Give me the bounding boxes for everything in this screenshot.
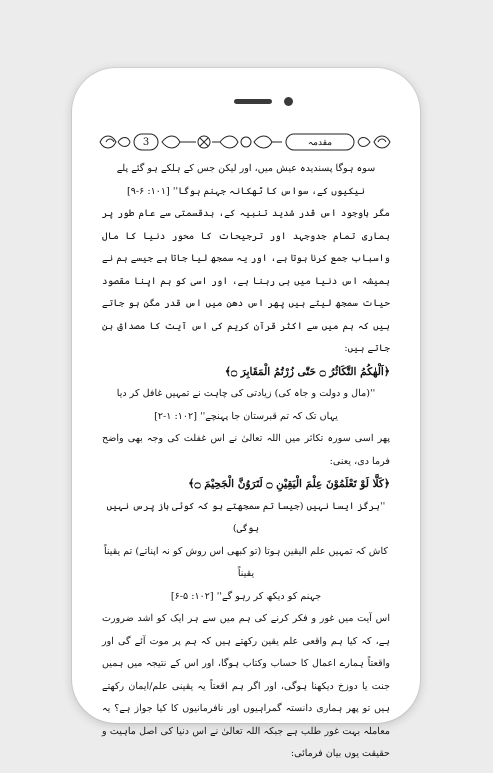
front-camera	[284, 97, 293, 106]
speaker-grille	[234, 99, 272, 104]
translation-line: یہاں تک کہ تم قبرستان جا پہنچے'' [۱۰۲: ۱-۲]	[154, 410, 338, 422]
text-line: نیکیوں کے، سواس کا ٹھکانہ جہنم ہوگا'' [۱۰۱: ۶-۹]	[126, 185, 366, 197]
chapter-title: مقدمہ	[307, 138, 333, 148]
phone-frame	[72, 68, 420, 759]
page-content	[102, 158, 390, 759]
quran-verse: ﴿اَلْهٰكُمُ التَّكَاثُرُ ۝ حَتّٰى زُرْتُمُ الْمَقَابِرَ ۝﴾	[224, 365, 390, 378]
translation-line: کاش کہ تمہیں علم الیقین ہوتا (تو کبھی اس روش کو نہ اپناتے) تم یقیناً یقیناً	[103, 545, 388, 579]
text-line: سوہ ہوگا پسندیدہ عیش میں، اور لیکن جس کے ہلکے ہو گئے پلے	[116, 163, 376, 174]
translation-line: ''(مال و دولت و جاہ کی) زیادتی کی چاہت نے تمہیں غافل کر دیا	[116, 388, 376, 399]
paragraph: اس آیت میں غور و فکر کرنے کی ہم میں سے ہر ایک کو اشد ضرورت ہے، کہ کیا ہم واقعی علم یقین رکھتے ہیں کہ ہم پر موت آئے گی اور واقعتاً ہمارے اعمال کا حساب وکتاب ہوگا، اور اس کے نتیجہ میں ہمیں جنت یا دوزخ دیکھنا ہوگی، اور اگر ہم اقعتاً یہ یقینی علم/ایمان رکھتے ہیں تو پھر ہماری دانستہ گمراہیوں اور نافرمانیوں کا کیا جواز ہے؟ یہ معاملہ بہت غور طلب ہے جبکہ اللہ تعالیٰ نے اس دنیا کی اصل ماہیت و حقیقت یوں بیان فرمائی:	[102, 613, 390, 759]
page-number: 3	[142, 137, 150, 148]
translation-line: جہنم کو دیکھ کر رہو گے'' [۱۰۲: ۵-۶]	[170, 590, 322, 602]
paragraph: پھر اسی سورہ تکاثر میں اللہ تعالیٰ نے اس غفلت کی وجہ بھی واضح فرما دی، یعنی:	[102, 433, 390, 467]
quran-verse: ﴿كَلَّا لَوْ تَعْلَمُوْنَ عِلْمَ الْيَقِيْنِ ۝ لَتَرَوُنَّ الْجَحِيْمَ ۝﴾	[188, 478, 390, 490]
book-page[interactable]	[96, 128, 396, 759]
page-header	[96, 128, 396, 156]
paragraph: مگر باوجود اس قدر شدید تنبیہ کے، بدقسمتی سے عام طور پر ہماری تمام جدوجہد اور ترجیحات کا محور دنیا کا مال واسباب جمع کرنا ہوتا ہے، اور یہ سمجھ لیا جاتا ہے جیسے ہم نے ہمیشہ اس دنیا میں ہی رہنا ہے، اور اسی کو ہم اپنا مقصود حیات سمجھ لیتے ہیں پھر اس دھن میں اس قدر مگن ہو جاتے ہیں کہ ہم میں سے اکثر قرآن کریم کی اس آیت کا مصداق بن جاتے ہیں:	[102, 208, 390, 354]
translation-line: ''ہرگز ایسا نہیں (جیسا تم سمجھتے ہو کہ کوئی باز پرس نہیں ہوگی)	[106, 500, 386, 534]
